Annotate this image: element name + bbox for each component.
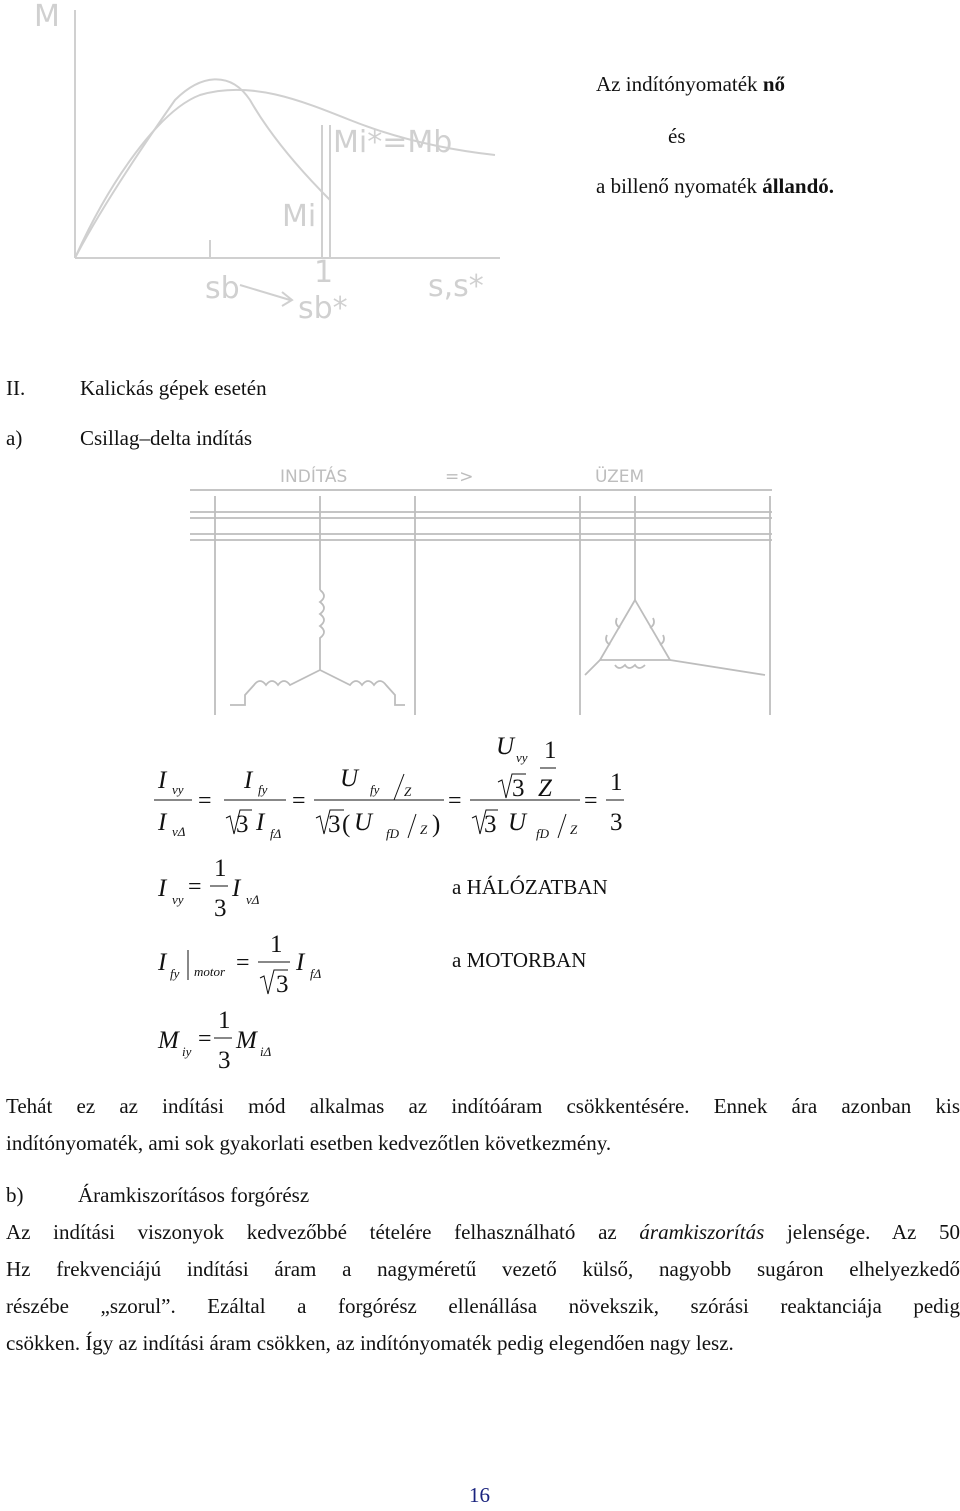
tick-label-one: 1 bbox=[314, 255, 334, 290]
svg-text:I: I bbox=[158, 949, 167, 976]
svg-text:I: I bbox=[158, 875, 167, 902]
curve-label-mi-star: Mi*=Mb bbox=[333, 125, 453, 160]
paragraph-2 bbox=[6, 1214, 960, 1362]
svg-text:fΔ: fΔ bbox=[310, 966, 322, 981]
svg-text:I: I bbox=[232, 875, 241, 902]
svg-text:=: = bbox=[584, 788, 598, 814]
svg-text:3: 3 bbox=[218, 1047, 231, 1074]
svg-text:vΔ: vΔ bbox=[172, 824, 186, 839]
svg-text:U: U bbox=[496, 733, 515, 760]
circuit-label-run: ÜZEM bbox=[595, 467, 645, 487]
torque-slip-graph bbox=[0, 0, 560, 330]
svg-text:I: I bbox=[158, 767, 167, 794]
paragraph-2-line-1-a: Az indítási viszonyok kedvezőbbé tételére felhasználható az bbox=[6, 1220, 640, 1244]
svg-text:3: 3 bbox=[276, 971, 289, 998]
svg-text:motor: motor bbox=[194, 964, 226, 979]
svg-text:3: 3 bbox=[484, 811, 497, 838]
svg-text:=: = bbox=[236, 950, 250, 976]
svg-text:fD: fD bbox=[536, 826, 549, 841]
svg-text:): ) bbox=[432, 811, 441, 838]
curve-label-mi: Mi bbox=[282, 199, 317, 234]
paragraph-2-line-4: csökken. Így az indítási áram csökken, az indítónyomaték pedig elegendően nagy lesz. bbox=[6, 1331, 734, 1355]
note-line-1 bbox=[596, 72, 785, 97]
svg-text:iΔ: iΔ bbox=[260, 1044, 272, 1059]
svg-text:(: ( bbox=[342, 811, 351, 838]
subsection-b-label: b) bbox=[6, 1183, 24, 1207]
svg-text:=: = bbox=[448, 788, 462, 814]
svg-text:I: I bbox=[296, 949, 305, 976]
svg-text:3: 3 bbox=[214, 895, 227, 922]
svg-text:vy: vy bbox=[172, 782, 184, 797]
svg-text:3: 3 bbox=[610, 809, 623, 836]
svg-text:vy: vy bbox=[172, 892, 184, 907]
svg-text:=: = bbox=[198, 788, 212, 814]
svg-text:1: 1 bbox=[218, 1007, 231, 1034]
paragraph-1-line-1: Tehát ez az indítási mód alkalmas az indítóáram csökkentésére. Ennek ára azonban kis bbox=[6, 1094, 960, 1118]
axis-x-label: s,s* bbox=[428, 269, 484, 304]
svg-text:U: U bbox=[354, 809, 373, 836]
svg-text:fy: fy bbox=[170, 966, 180, 981]
svg-text:U: U bbox=[508, 809, 527, 836]
page-number: 16 bbox=[469, 1483, 490, 1507]
note-line-2: és bbox=[668, 124, 686, 148]
paragraph-2-line-1 bbox=[6, 1214, 960, 1251]
section-title: Kalickás gépek esetén bbox=[80, 376, 267, 400]
paragraph-2-line-3: részébe „szorul”. Ezáltal a forgórész ellenállása növekszik, szórási reaktanciája pedig bbox=[6, 1294, 960, 1318]
label-network: a HÁLÓZATBAN bbox=[452, 875, 608, 899]
svg-text:vΔ: vΔ bbox=[246, 892, 260, 907]
subsection-a-label: a) bbox=[6, 426, 23, 450]
svg-text:1: 1 bbox=[610, 769, 623, 796]
subsection-b-title: Áramkiszorításos forgórész bbox=[78, 1183, 310, 1207]
svg-text:fy: fy bbox=[258, 782, 268, 797]
svg-text:I: I bbox=[244, 767, 253, 794]
paragraph-1 bbox=[6, 1088, 960, 1162]
svg-text:1: 1 bbox=[270, 931, 283, 958]
svg-text:fy: fy bbox=[370, 782, 380, 797]
svg-text:M: M bbox=[236, 1027, 257, 1054]
paragraph-2-italic-term: áramkiszorítás bbox=[639, 1220, 765, 1244]
svg-text:Z: Z bbox=[420, 822, 428, 837]
svg-text:Z: Z bbox=[570, 822, 578, 837]
svg-text:fΔ: fΔ bbox=[270, 826, 282, 841]
star-delta-equations bbox=[140, 730, 660, 1075]
circuit-label-arrow: => bbox=[445, 467, 474, 487]
svg-text:=: = bbox=[188, 874, 202, 900]
svg-text:3: 3 bbox=[236, 811, 249, 838]
label-motor: a MOTORBAN bbox=[452, 948, 587, 972]
tick-label-sb: sb bbox=[205, 271, 240, 306]
svg-text:3: 3 bbox=[512, 775, 525, 802]
axis-y-label: M bbox=[34, 0, 60, 34]
note-line-3 bbox=[596, 174, 834, 199]
svg-text:I: I bbox=[158, 809, 167, 836]
paragraph-2-line-2: Hz frekvenciájú indítási áram a nagyméretű vezető külső, nagyobb sugáron elhelyezkedő bbox=[6, 1257, 960, 1281]
svg-text:=: = bbox=[198, 1026, 212, 1052]
paragraph-1-line-2: indítónyomaték, ami sok gyakorlati esetben kedvezőtlen következmény. bbox=[6, 1131, 612, 1155]
note-line-1-text: Az indítónyomaték bbox=[596, 72, 763, 96]
note-line-3-text: a billenő nyomaték bbox=[596, 174, 763, 198]
note-line-1-bold: nő bbox=[762, 72, 785, 96]
svg-text:1: 1 bbox=[214, 855, 227, 882]
svg-text:=: = bbox=[292, 788, 306, 814]
svg-text:iy: iy bbox=[182, 1044, 192, 1059]
svg-text:I: I bbox=[256, 809, 265, 836]
paragraph-2-line-1-b: jelensége. Az 50 bbox=[764, 1220, 960, 1244]
svg-text:vy: vy bbox=[516, 750, 528, 765]
tick-label-sb-star: sb* bbox=[298, 291, 348, 326]
svg-text:fD: fD bbox=[386, 826, 399, 841]
star-delta-circuit bbox=[190, 460, 780, 725]
sb-star-arrow bbox=[240, 285, 292, 306]
svg-text:M: M bbox=[158, 1027, 179, 1054]
svg-text:U: U bbox=[340, 765, 359, 792]
svg-text:1: 1 bbox=[544, 737, 557, 764]
section-number: II. bbox=[6, 376, 26, 400]
svg-text:Z: Z bbox=[404, 784, 412, 799]
subsection-a-title: Csillag–delta indítás bbox=[80, 426, 253, 450]
svg-text:Z: Z bbox=[538, 775, 552, 802]
circuit-label-start: INDÍTÁS bbox=[280, 467, 348, 487]
note-line-3-bold: állandó. bbox=[762, 174, 834, 198]
svg-text:3: 3 bbox=[328, 811, 341, 838]
